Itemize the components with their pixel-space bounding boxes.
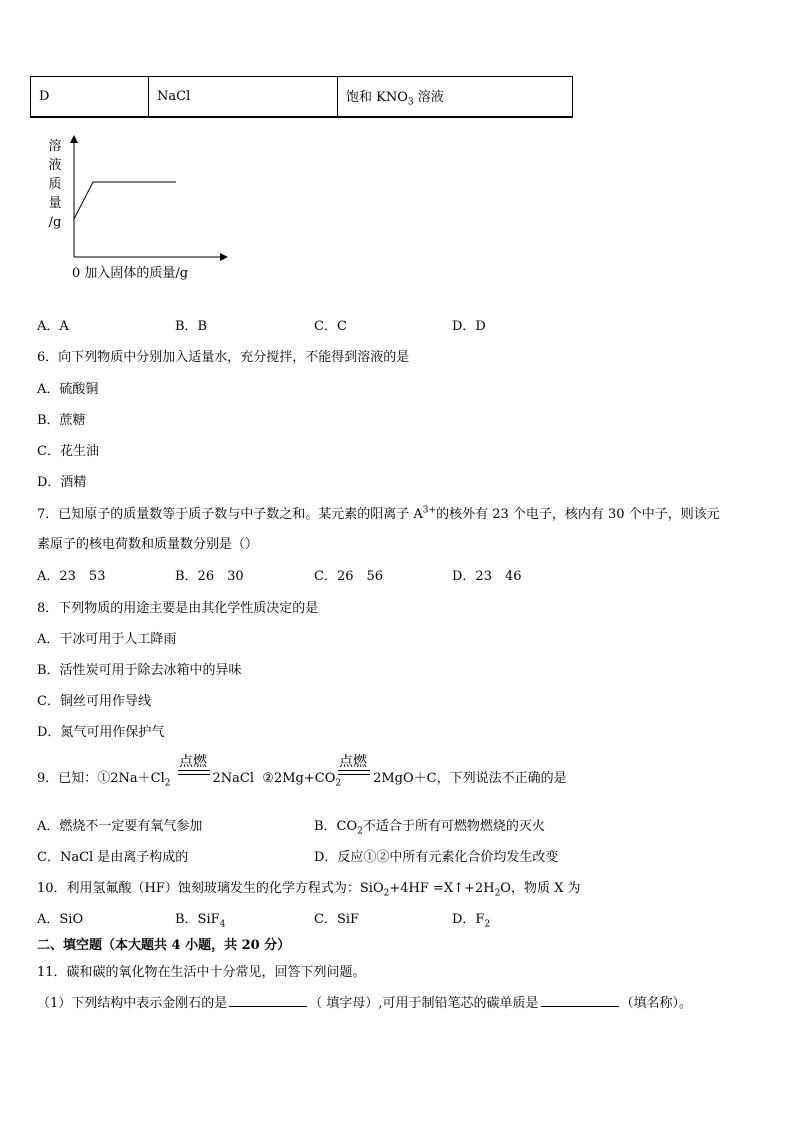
q9-text: 9．已知：①2Na＋Cl	[37, 771, 165, 786]
q7-text: 7．已知原子的质量数等于质子数与中子数之和。某元素的阳离子 A	[37, 507, 423, 522]
table-cell	[338, 77, 573, 118]
q9-text: 2NaCl	[212, 771, 255, 786]
option-b: B．26 30	[175, 569, 244, 584]
q7-text: 的核外有 23 个电子，核内有 30 个中子，则该元	[436, 507, 720, 522]
option-b	[314, 815, 545, 837]
q10-text: O，物质 X 为	[500, 881, 581, 896]
option-b	[175, 908, 225, 930]
opt-text: B．SiF	[175, 912, 220, 927]
option-d: D．氮气可用作保护气	[37, 725, 165, 740]
question-7	[37, 503, 720, 522]
option-c: C．26 56	[314, 569, 384, 584]
equation-sign	[338, 770, 370, 775]
question-8: 8．下列物质的用途主要是由其化学性质决定的是	[37, 601, 319, 616]
ylabel-char: 量	[48, 196, 62, 211]
q10-sub: 2	[494, 888, 501, 899]
option-b: B．B	[175, 319, 208, 334]
table-cell: D	[31, 77, 149, 118]
opt-sub: 4	[219, 919, 226, 930]
option-d: D．反应①②中所有元素化合价均发生改变	[314, 850, 559, 865]
question-6: 6．向下列物质中分别加入适量水，充分搅拌，不能得到溶液的是	[37, 350, 410, 365]
q10-text: +4HF =X↑+2H	[389, 881, 495, 896]
q10-text: 10．利用氢氟酸（HF）蚀刻玻璃发生的化学方程式为：SiO	[37, 881, 384, 896]
q11-text: （ 填字母）,可用于制铅笔芯的碳单质是	[309, 996, 539, 1011]
question-7-line2: 素原子的核电荷数和质量数分别是（）	[37, 537, 259, 552]
option-a: A．燃烧不一定要有氧气参加	[37, 819, 203, 834]
ylabel-char: 溶	[48, 139, 62, 154]
opt-text: A．SiO	[37, 912, 84, 927]
q9-text: 2MgO＋C，下列说法不正确的是	[373, 771, 567, 786]
opt-text: D．F	[452, 912, 485, 927]
solubility-graph	[40, 135, 230, 265]
q9-sub: 2	[335, 778, 342, 789]
option-b: B．活性炭可用于除去冰箱中的异味	[37, 663, 242, 678]
opt-sub: 2	[484, 919, 491, 930]
option-c: C．铜丝可用作导线	[37, 694, 151, 709]
option-c	[314, 908, 359, 927]
equation-sign	[178, 770, 210, 775]
section-heading: 二、填空题（本大题共 4 小题，共 20 分）	[37, 938, 291, 953]
cell-text: 溶液	[413, 89, 444, 105]
condition-label: 点燃	[179, 754, 207, 770]
option-d	[452, 908, 490, 930]
q10-sub: 2	[383, 888, 390, 899]
q7-sup: 3+	[422, 505, 437, 516]
answer-table	[30, 76, 573, 118]
question-11: 11．碳和碳的氧化物在生活中十分常见，回答下列问题。	[37, 965, 366, 980]
ylabel-char: 液	[48, 158, 62, 173]
opt-text: 不适合于所有可燃物燃烧的灭火	[362, 819, 545, 834]
ylabel-char: /g	[48, 215, 62, 230]
q11-text: （填名称）。	[620, 996, 693, 1011]
option-a: A．干冰可用于人工降雨	[37, 632, 177, 647]
option-d: D．D	[452, 319, 486, 334]
opt-text: B．CO	[314, 819, 358, 834]
option-c: C．C	[314, 319, 347, 334]
option-c: C．NaCl 是由离子构成的	[37, 850, 189, 865]
answer-blank[interactable]	[541, 993, 619, 1007]
option-d: D．23 46	[452, 569, 522, 584]
option-c: C．花生油	[37, 444, 99, 459]
table-row	[31, 77, 573, 118]
opt-sub: 2	[357, 826, 363, 837]
ylabel-char: 质	[48, 177, 62, 192]
graph-xlabel: 0 加入固体的质量/g	[72, 266, 189, 281]
opt-text: C．SiF	[314, 912, 360, 927]
graph-line	[74, 182, 176, 219]
option-a	[37, 908, 83, 927]
question-11-part1	[37, 992, 692, 1011]
option-a: A．A	[37, 319, 69, 334]
q9-sub: 2	[164, 778, 171, 789]
cell-sub: 3	[407, 97, 414, 108]
option-d: D．酒精	[37, 475, 87, 490]
option-b: B．蔗糖	[37, 413, 86, 428]
cell-text: 饱和 KNO	[346, 89, 408, 105]
option-a: A．硫酸铜	[37, 382, 99, 397]
option-a: A．23 53	[37, 569, 106, 584]
condition-label: 点燃	[339, 754, 367, 770]
answer-blank[interactable]	[229, 993, 307, 1007]
question-10	[37, 877, 580, 899]
table-cell: NaCl	[149, 77, 338, 118]
q9-text: ②2Mg+CO	[262, 771, 336, 786]
x-arrow	[220, 253, 228, 261]
q11-text: （1）下列结构中表示金刚石的是	[37, 996, 228, 1011]
question-9	[37, 767, 567, 789]
y-arrow	[70, 135, 78, 143]
